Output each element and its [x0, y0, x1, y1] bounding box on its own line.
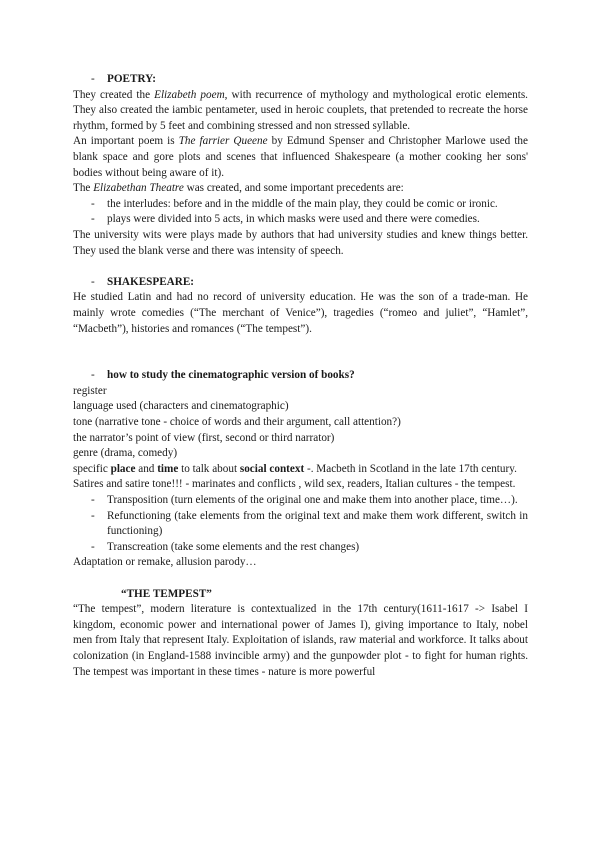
list-item [73, 540, 528, 556]
cinema-line-tone: tone (narrative tone - choice of words and their argument, call attention?) [73, 416, 401, 429]
spacer [73, 337, 528, 368]
list-item-text: plays were divided into 5 acts, in which masks were used and there were comedies. [107, 213, 480, 226]
cinema-heading-text: how to study the cinematographic version of books? [107, 369, 355, 382]
poetry-paragraph-1 [73, 88, 528, 135]
text-run: to talk about [178, 462, 240, 475]
bullet-dash: - [91, 509, 95, 522]
bullet-dash: - [91, 73, 95, 85]
cinema-adaptation-line: Adaptation or remake, allusion parody… [73, 556, 257, 569]
cinema-specific-paragraph [73, 462, 528, 478]
cinema-bullet-list [73, 493, 528, 555]
list-item-text: Refunctioning (take elements from the original text and make them work different, switch in functioning) [107, 509, 528, 538]
list-item [73, 493, 528, 509]
text-run: specific [73, 462, 111, 475]
italic-title: Elizabeth poem [154, 88, 225, 101]
list-item-text: the interludes: before and in the middle of the main play, they could be comic or ironic. [107, 197, 498, 210]
poetry-heading-text: POETRY: [107, 73, 156, 85]
cinema-line-narrator: the narrator’s point of view (first, second or third narrator) [73, 431, 335, 444]
bullet-dash: - [91, 494, 95, 507]
section-heading-shakespeare [73, 275, 528, 291]
text-run: and [135, 462, 158, 475]
bullet-dash: - [91, 540, 95, 553]
spacer [73, 259, 528, 275]
list-item [73, 509, 528, 540]
section-heading-poetry [73, 72, 528, 88]
bullet-dash: - [91, 369, 95, 382]
shakespeare-paragraph: He studied Latin and had no record of university education. He was the son of a trade-man. He mainly wrote comedies (“The merchant of Venice”), tragedies (“romeo and juliet”, “Hamlet”, “Macbeth”), histories and romances (“The tempest”). [73, 291, 528, 335]
shakespeare-heading-text: SHAKESPEARE: [107, 275, 195, 288]
list-item-text: Transcreation (take some elements and the rest changes) [107, 540, 360, 553]
bold-term: time [157, 462, 179, 475]
bullet-dash: - [91, 275, 95, 288]
poetry-paragraph-3 [73, 181, 528, 197]
text-run: They created the [73, 88, 155, 101]
text-run: An important poem is [73, 135, 179, 148]
cinema-line-language: language used (characters and cinematographic) [73, 400, 289, 413]
list-item [73, 197, 528, 213]
list-item [73, 212, 528, 228]
text-run: was created, and some important precedents are: [183, 182, 404, 195]
page-content [73, 72, 528, 680]
italic-title: Elizabethan Theatre [93, 182, 184, 195]
bullet-dash: - [91, 197, 95, 210]
bullet-dash: - [91, 213, 95, 226]
section-heading-tempest: “THE TEMPEST” [121, 587, 212, 600]
list-item-text: Transposition (turn elements of the original one and make them into another place, time…). [107, 494, 518, 507]
text-run: -. Macbeth in Scotland in the late 17th century. [304, 462, 517, 475]
text-run: , with recurrence of mythology and mythological erotic elements. They also created the iambic pentameter, used in heroic couplets, that pretended to recreate the horse rhythm, formed by 5 feet and combining stressed and non stressed syllable. [73, 88, 528, 132]
text-run: by Edmund Spenser and Christopher Marlowe used the blank space and gore plots and scenes that influenced Shakespeare (a mother cooking her sons' bodies without being aware of it). [73, 135, 528, 179]
cinema-line-register: register [73, 384, 107, 397]
bold-term: social context [239, 462, 305, 475]
bold-term: place [110, 462, 136, 475]
section-heading-cinema [73, 368, 528, 384]
cinema-satires-paragraph: Satires and satire tone!!! - marinates and conflicts , wild sex, readers, Italian cultures - the tempest. [73, 478, 516, 491]
text-run: The [73, 182, 94, 195]
poetry-paragraph-4: The university wits were plays made by authors that had university studies and knew things better. They used the blank verse and there was intensity of speech. [73, 228, 528, 257]
cinema-line-genre: genre (drama, comedy) [73, 447, 178, 460]
spacer [73, 571, 528, 587]
italic-title: The farrier Queene [178, 135, 268, 148]
poetry-paragraph-2 [73, 134, 528, 181]
tempest-paragraph: “The tempest”, modern literature is contextualized in the 17th century(1611-1617 -> Isabel I kingdom, economic power and international power of James I), giving importance to Italy, nobel men from Italy that represent Italy. Exploitation of islands, raw material and workforce. It talks about colonization (in England-1588 invincible army) and the gunpowder plot - to fight for human rights. The tempest was important in these times - nature is more powerful [73, 603, 528, 678]
poetry-bullet-list [73, 197, 528, 228]
